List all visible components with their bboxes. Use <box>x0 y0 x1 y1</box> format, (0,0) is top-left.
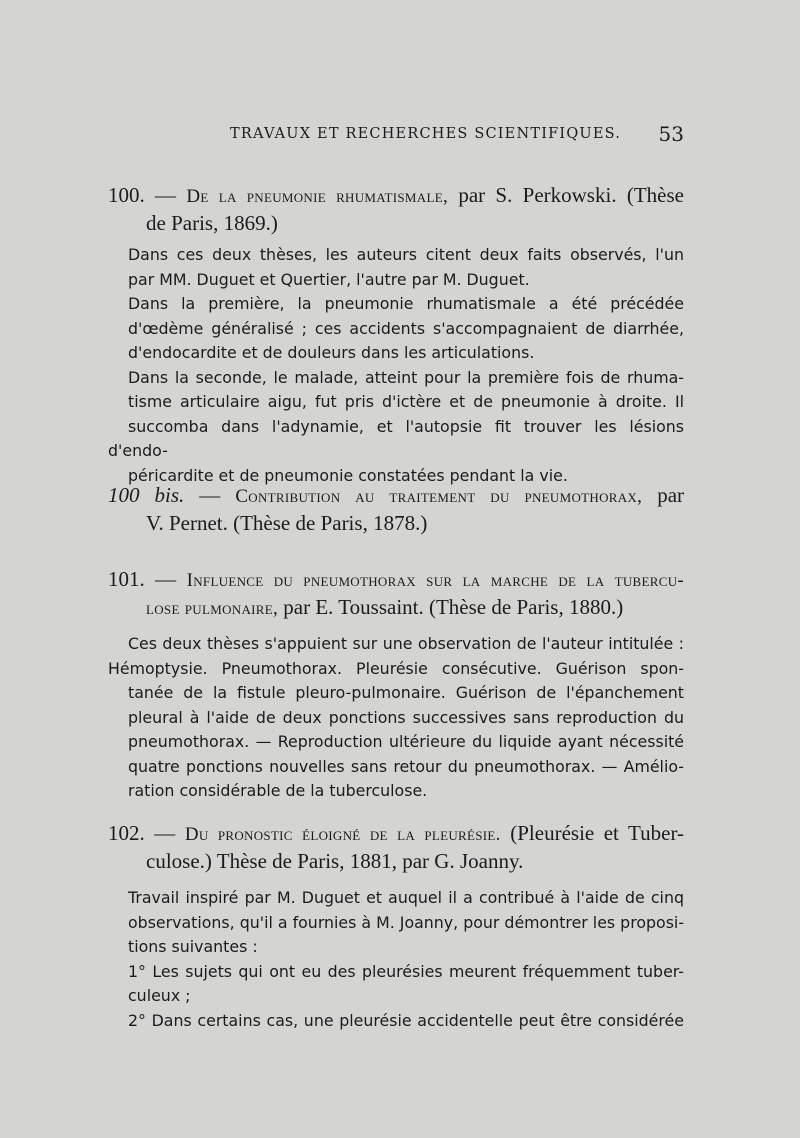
entry-title-continued: lose pulmonaire, <box>146 598 279 619</box>
text-line: tions suivantes : <box>128 937 258 956</box>
text-line: Dans la première, la pneumonie rhumatismale a été précédée <box>128 294 684 313</box>
text-line: Hémoptysie. Pneumothorax. Pleurésie consécutive. Guérison spon- <box>108 658 684 678</box>
paragraph <box>108 960 684 1009</box>
text-line: par MM. Duguet et Quertier, l'autre par M. Duguet. <box>128 269 530 289</box>
text-line: péricardite et de pneumonie constatées pendant la vie. <box>128 465 568 485</box>
text-line: 2° Dans certains cas, une pleurésie accidentelle peut être considérée <box>128 1010 684 1030</box>
entry-heading-line-2: de Paris, 1869.) <box>146 211 278 235</box>
entry-byline: par <box>657 483 685 507</box>
text-line: d'endocardite et de douleurs dans les articulations. <box>128 343 535 362</box>
entry-byline: (Pleurésie et Tuber- <box>510 821 685 845</box>
entry-heading-line-2: par E. Toussaint. (Thèse de Paris, 1880.) <box>283 595 624 619</box>
paragraph <box>108 366 684 489</box>
page-number: 53 <box>658 122 684 146</box>
text-line: Dans ces deux thèses, les auteurs citent deux faits observés, l'un <box>128 245 684 264</box>
entry-heading-line-2: culose.) Thèse de Paris, 1881, par G. Joanny. <box>146 849 524 873</box>
text-line: pneumothorax. — Reproduction ultérieure du liquide ayant nécessité <box>128 732 684 751</box>
paragraph <box>108 632 684 804</box>
paragraph <box>108 886 684 960</box>
entry-number: 100 bis. <box>108 483 185 507</box>
entry-byline: par S. Perkowski. (Thèse <box>458 183 684 207</box>
entry-heading <box>108 820 684 874</box>
entry-heading-line-2: V. Pernet. (Thèse de Paris, 1878.) <box>146 511 428 535</box>
entry-title: Contribution au traitement du pneumothorax, <box>235 486 643 507</box>
entry-title: Du pronostic éloigné de la pleurésie. <box>184 824 501 845</box>
entry-heading <box>108 482 684 536</box>
text-line: culeux ; <box>128 986 191 1005</box>
entry-heading <box>108 566 684 622</box>
entry-dash: — <box>155 567 177 591</box>
entry-dash: — <box>199 483 221 507</box>
text-line: tisme articulaire aigu, fut pris d'ictère et de pneumonie à droite. Il <box>128 392 684 411</box>
text-line: succomba dans l'adynamie, et l'autopsie fit trouver les lésions d'endo- <box>108 416 684 460</box>
entry-number: 100. <box>108 183 145 207</box>
entry-dash: — <box>154 821 176 845</box>
text-line: ration considérable de la tuberculose. <box>128 781 428 800</box>
text-line: d'œdème généralisé ; ces accidents s'accompagnaient de diarrhée, <box>128 318 684 338</box>
entry-100 <box>108 182 684 488</box>
text-line: quatre ponctions nouvelles sans retour du pneumothorax. — Amélio- <box>128 756 684 776</box>
entry-number: 101. <box>108 567 145 591</box>
text-line: Dans la seconde, le malade, atteint pour la première fois de rhuma- <box>128 367 684 387</box>
entry-title: De la pneumonie rhumatismale, <box>186 186 449 207</box>
entry-heading <box>108 182 684 236</box>
text-line: Travail inspiré par M. Duguet et auquel il a contribué à l'aide de cinq <box>128 888 684 907</box>
entry-101 <box>108 566 684 804</box>
text-line: pleural à l'aide de deux ponctions successives sans reproduction du <box>128 707 684 727</box>
paragraph <box>108 292 684 366</box>
entry-number: 102. <box>108 821 145 845</box>
entry-title: Influence du pneumothorax sur la marche de la tubercu- <box>186 570 685 591</box>
text-line: observations, qu'il a fournies à M. Joanny, pour démontrer les proposi- <box>128 912 685 932</box>
entry-102 <box>108 820 684 1033</box>
entry-dash: — <box>155 183 177 207</box>
running-head <box>108 124 684 148</box>
text-line: 1° Les sujets qui ont eu des pleurésies meurent fréquemment tuber- <box>128 961 684 981</box>
text-line: Ces deux thèses s'appuient sur une observation de l'auteur intitulée : <box>128 634 684 653</box>
entry-100-bis <box>108 482 684 536</box>
running-title: TRAVAUX ET RECHERCHES SCIENTIFIQUES. <box>230 126 622 142</box>
paragraph <box>108 243 684 292</box>
text-line: tanée de la fistule pleuro-pulmonaire. Guérison de l'épanchement <box>128 683 684 702</box>
paragraph <box>108 1009 684 1034</box>
